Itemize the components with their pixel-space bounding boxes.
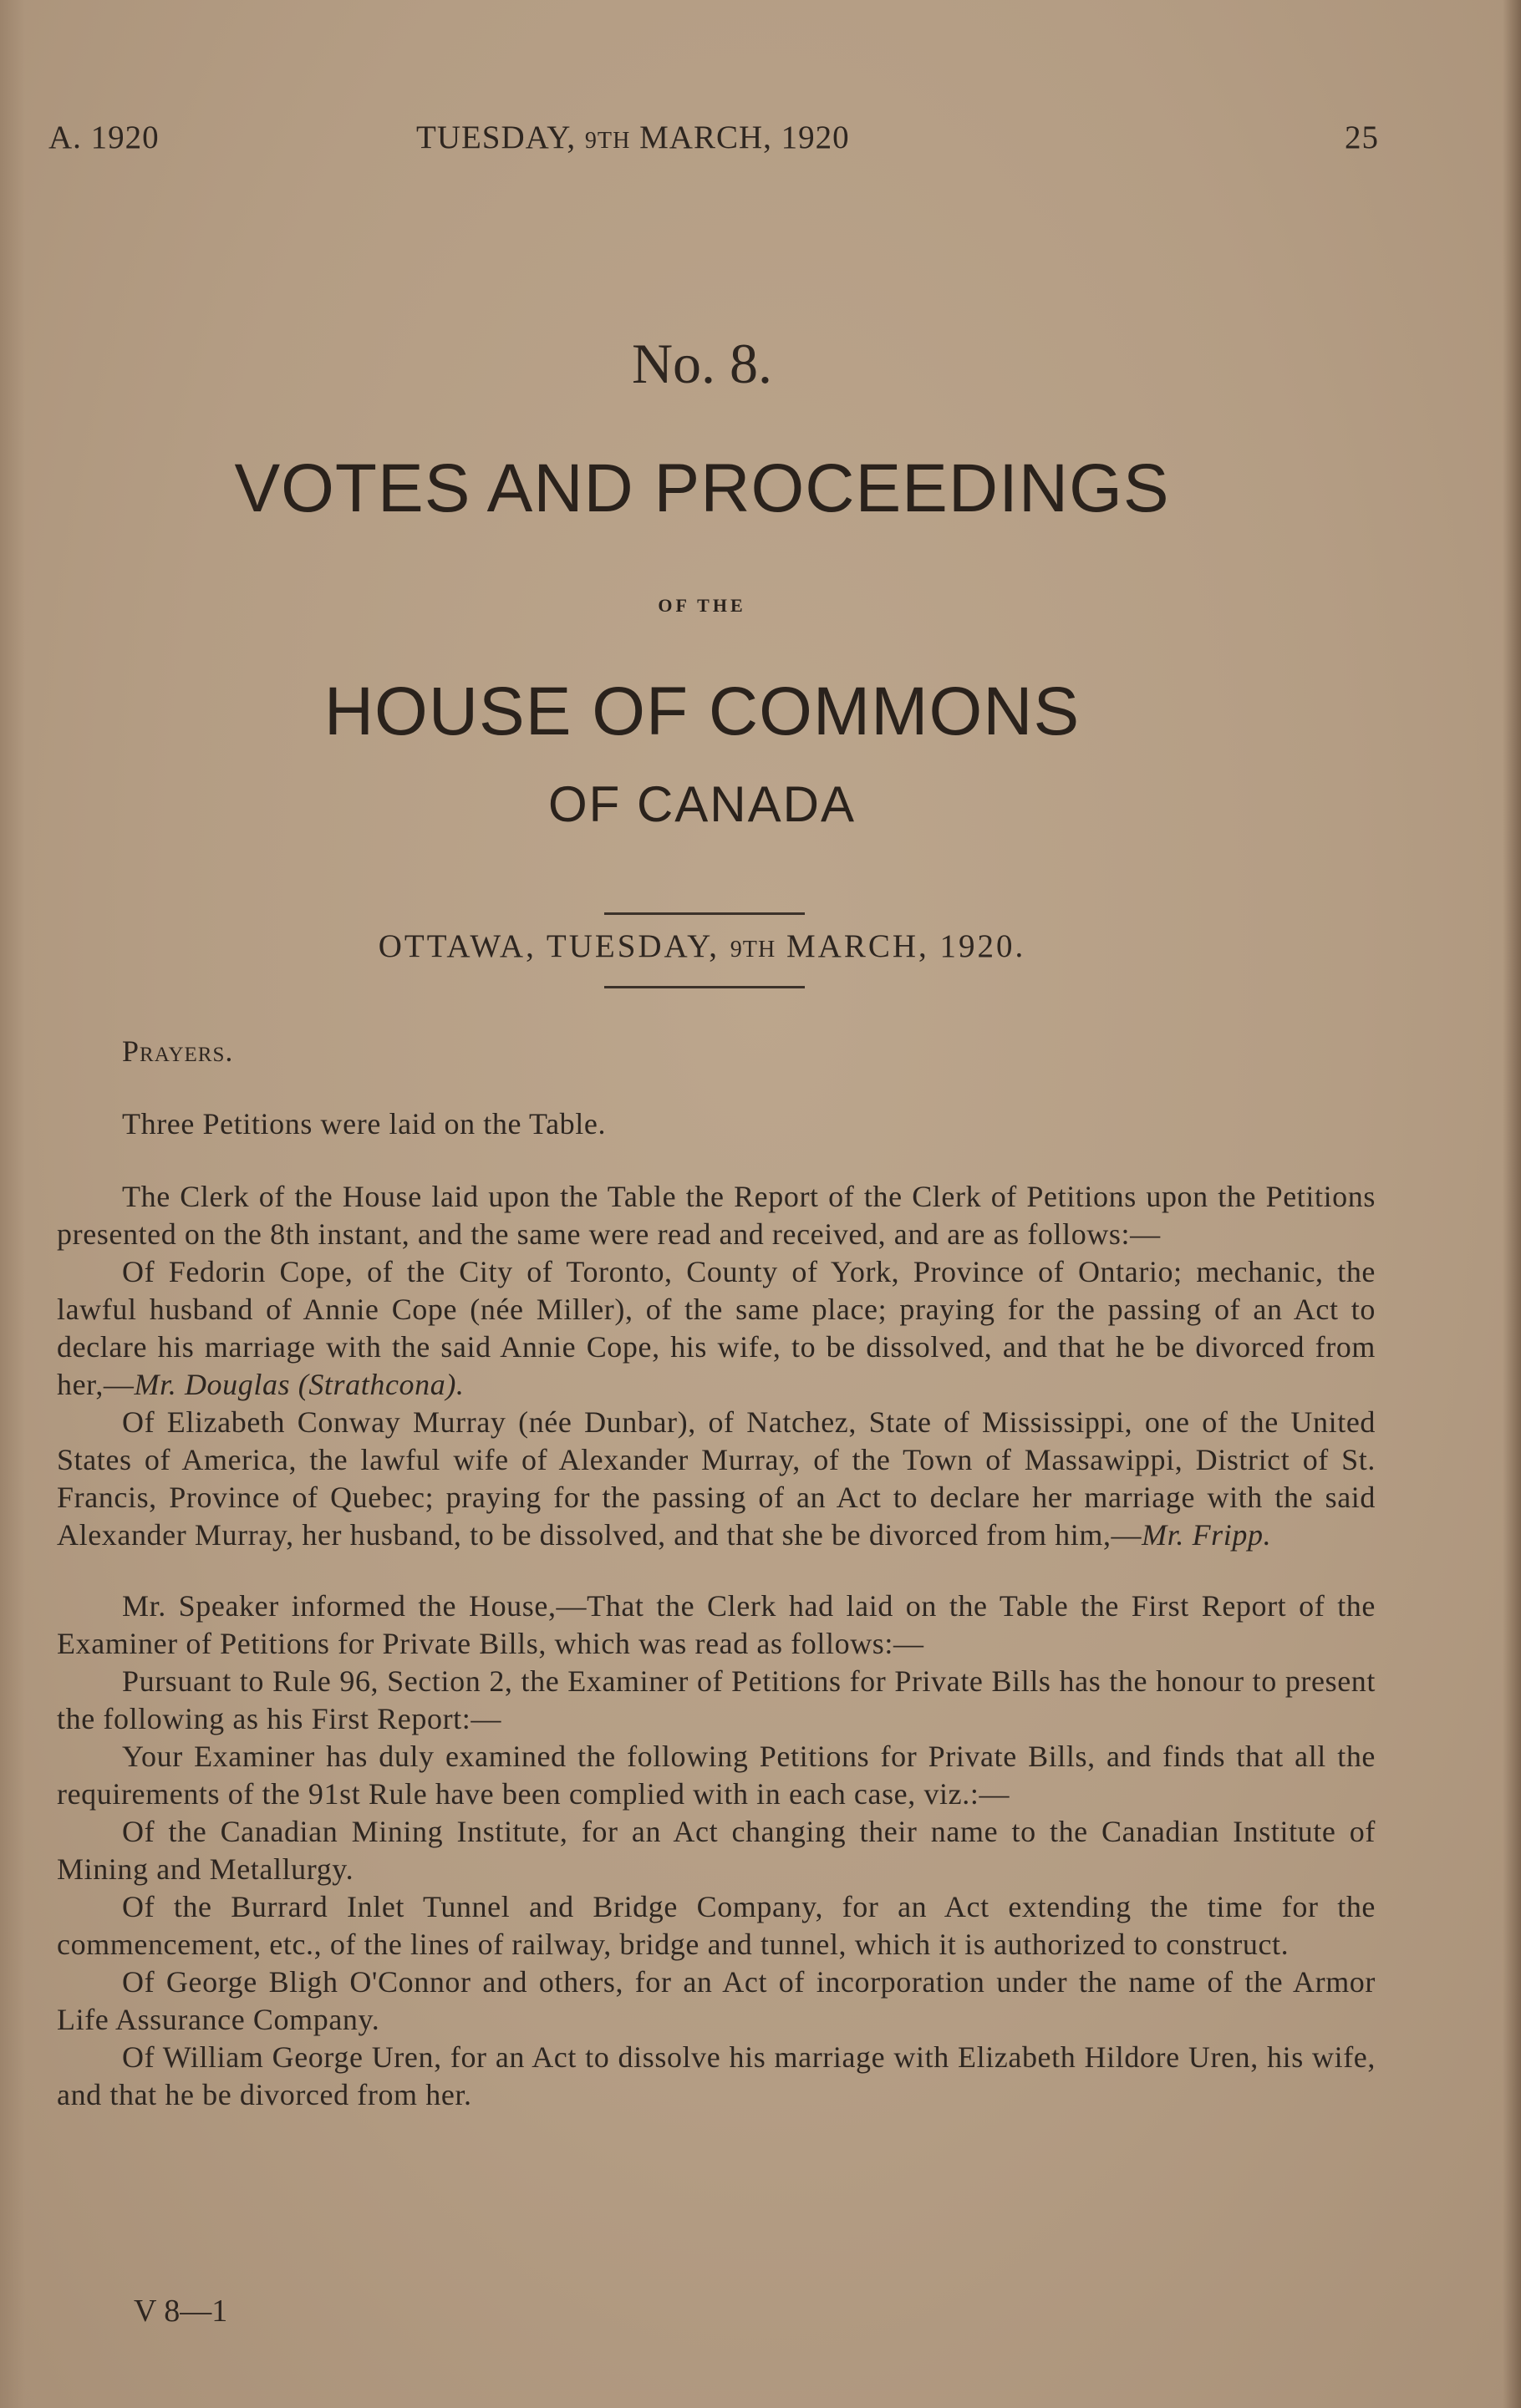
petition-cope-member: Mr. Douglas (Strathcona). <box>134 1368 465 1401</box>
title-connector: OF THE <box>658 595 746 616</box>
petition-cope-paragraph <box>57 1253 1376 1404</box>
clerk-report-paragraph: The Clerk of the House laid upon the Table the Report of the Clerk of Petitions upon the Petitions presented on the 8th instant, and the same were read and received, and are as follows:— <box>57 1180 1376 1251</box>
dateline <box>0 927 1404 965</box>
running-header <box>48 119 1379 169</box>
session-year: A. 1920 <box>48 119 160 155</box>
petition-item-armor-life: Of George Bligh O'Connor and others, for an Act of incorporation under the name of the Armor Life Assurance Company. <box>57 1965 1376 2036</box>
issue-number: No. 8. <box>631 332 773 395</box>
header-date <box>416 119 850 156</box>
pursuant-paragraph: Pursuant to Rule 96, Section 2, the Examiner of Petitions for Private Bills has the honour to present the following as his First Report:— <box>57 1664 1376 1735</box>
dateline-month-year: MARCH, 1920. <box>776 928 1026 964</box>
page-edge-shadow-right <box>1503 0 1521 2408</box>
petition-murray-paragraph <box>57 1404 1376 1554</box>
header-date-weekday: TUESDAY, <box>416 119 585 155</box>
divider-top <box>604 912 805 915</box>
dateline-place-weekday: OTTAWA, TUESDAY, <box>378 928 730 964</box>
dateline-day: 9TH <box>730 937 776 963</box>
petition-item-uren: Of William George Uren, for an Act to dissolve his marriage with Elizabeth Hildore Uren, his wife, and that he be divorced from her. <box>57 2040 1376 2111</box>
page-number: 25 <box>1345 119 1379 155</box>
prayers-heading: Prayers. <box>122 1034 234 1068</box>
header-date-month-year: MARCH, 1920 <box>630 119 850 155</box>
petition-murray-member: Mr. Fripp. <box>1142 1518 1272 1552</box>
petition-cope-text: Of Fedorin Cope, of the City of Toronto, County of York, Province of Ontario; mechanic, the lawful husband of Annie Cope (née Miller), of the same place; praying for the passing of an Act to declare his marriage with the said Annie Cope, his wife, to be dissolved, and that he be divorced from her,— <box>57 1255 1376 1401</box>
header-date-day: 9TH <box>584 128 631 154</box>
petition-murray-text: Of Elizabeth Conway Murray (née Dunbar), of Natchez, State of Mississippi, one of the United States of America, the lawful wife of Alexander Murray, of the Town of Massawippi, District of St. Francis, Province of Quebec; praying for the passing of an Act to declare her marriage with the said Alexander Murray, her husband, to be dissolved, and that she be divorced from him,— <box>57 1405 1376 1552</box>
examiner-paragraph: Your Examiner has duly examined the following Petitions for Private Bills, and finds that all the requirements of the 91st Rule have been complied with in each case, viz.:— <box>57 1740 1376 1811</box>
petition-item-burrard-inlet: Of the Burrard Inlet Tunnel and Bridge Company, for an Act extending the time for the commencement, etc., of the lines of railway, bridge and tunnel, which it is authorized to construct. <box>57 1890 1376 1961</box>
proceedings-body <box>57 1033 1376 2114</box>
main-title: VOTES AND PROCEEDINGS <box>234 450 1170 526</box>
signature-mark: V 8—1 <box>134 2294 228 2329</box>
speaker-paragraph: Mr. Speaker informed the House,—That the Clerk had laid on the Table the First Report of the Examiner of Petitions for Private Bills, which was read as follows:— <box>57 1589 1376 1660</box>
petition-item-mining-institute: Of the Canadian Mining Institute, for an Act changing their name to the Canadian Institute of Mining and Metallurgy. <box>57 1815 1376 1886</box>
divider-bottom <box>604 986 805 988</box>
house-title: HOUSE OF COMMONS <box>323 673 1081 749</box>
country-title: OF CANADA <box>547 776 857 832</box>
petitions-laid-paragraph: Three Petitions were laid on the Table. <box>122 1107 607 1140</box>
